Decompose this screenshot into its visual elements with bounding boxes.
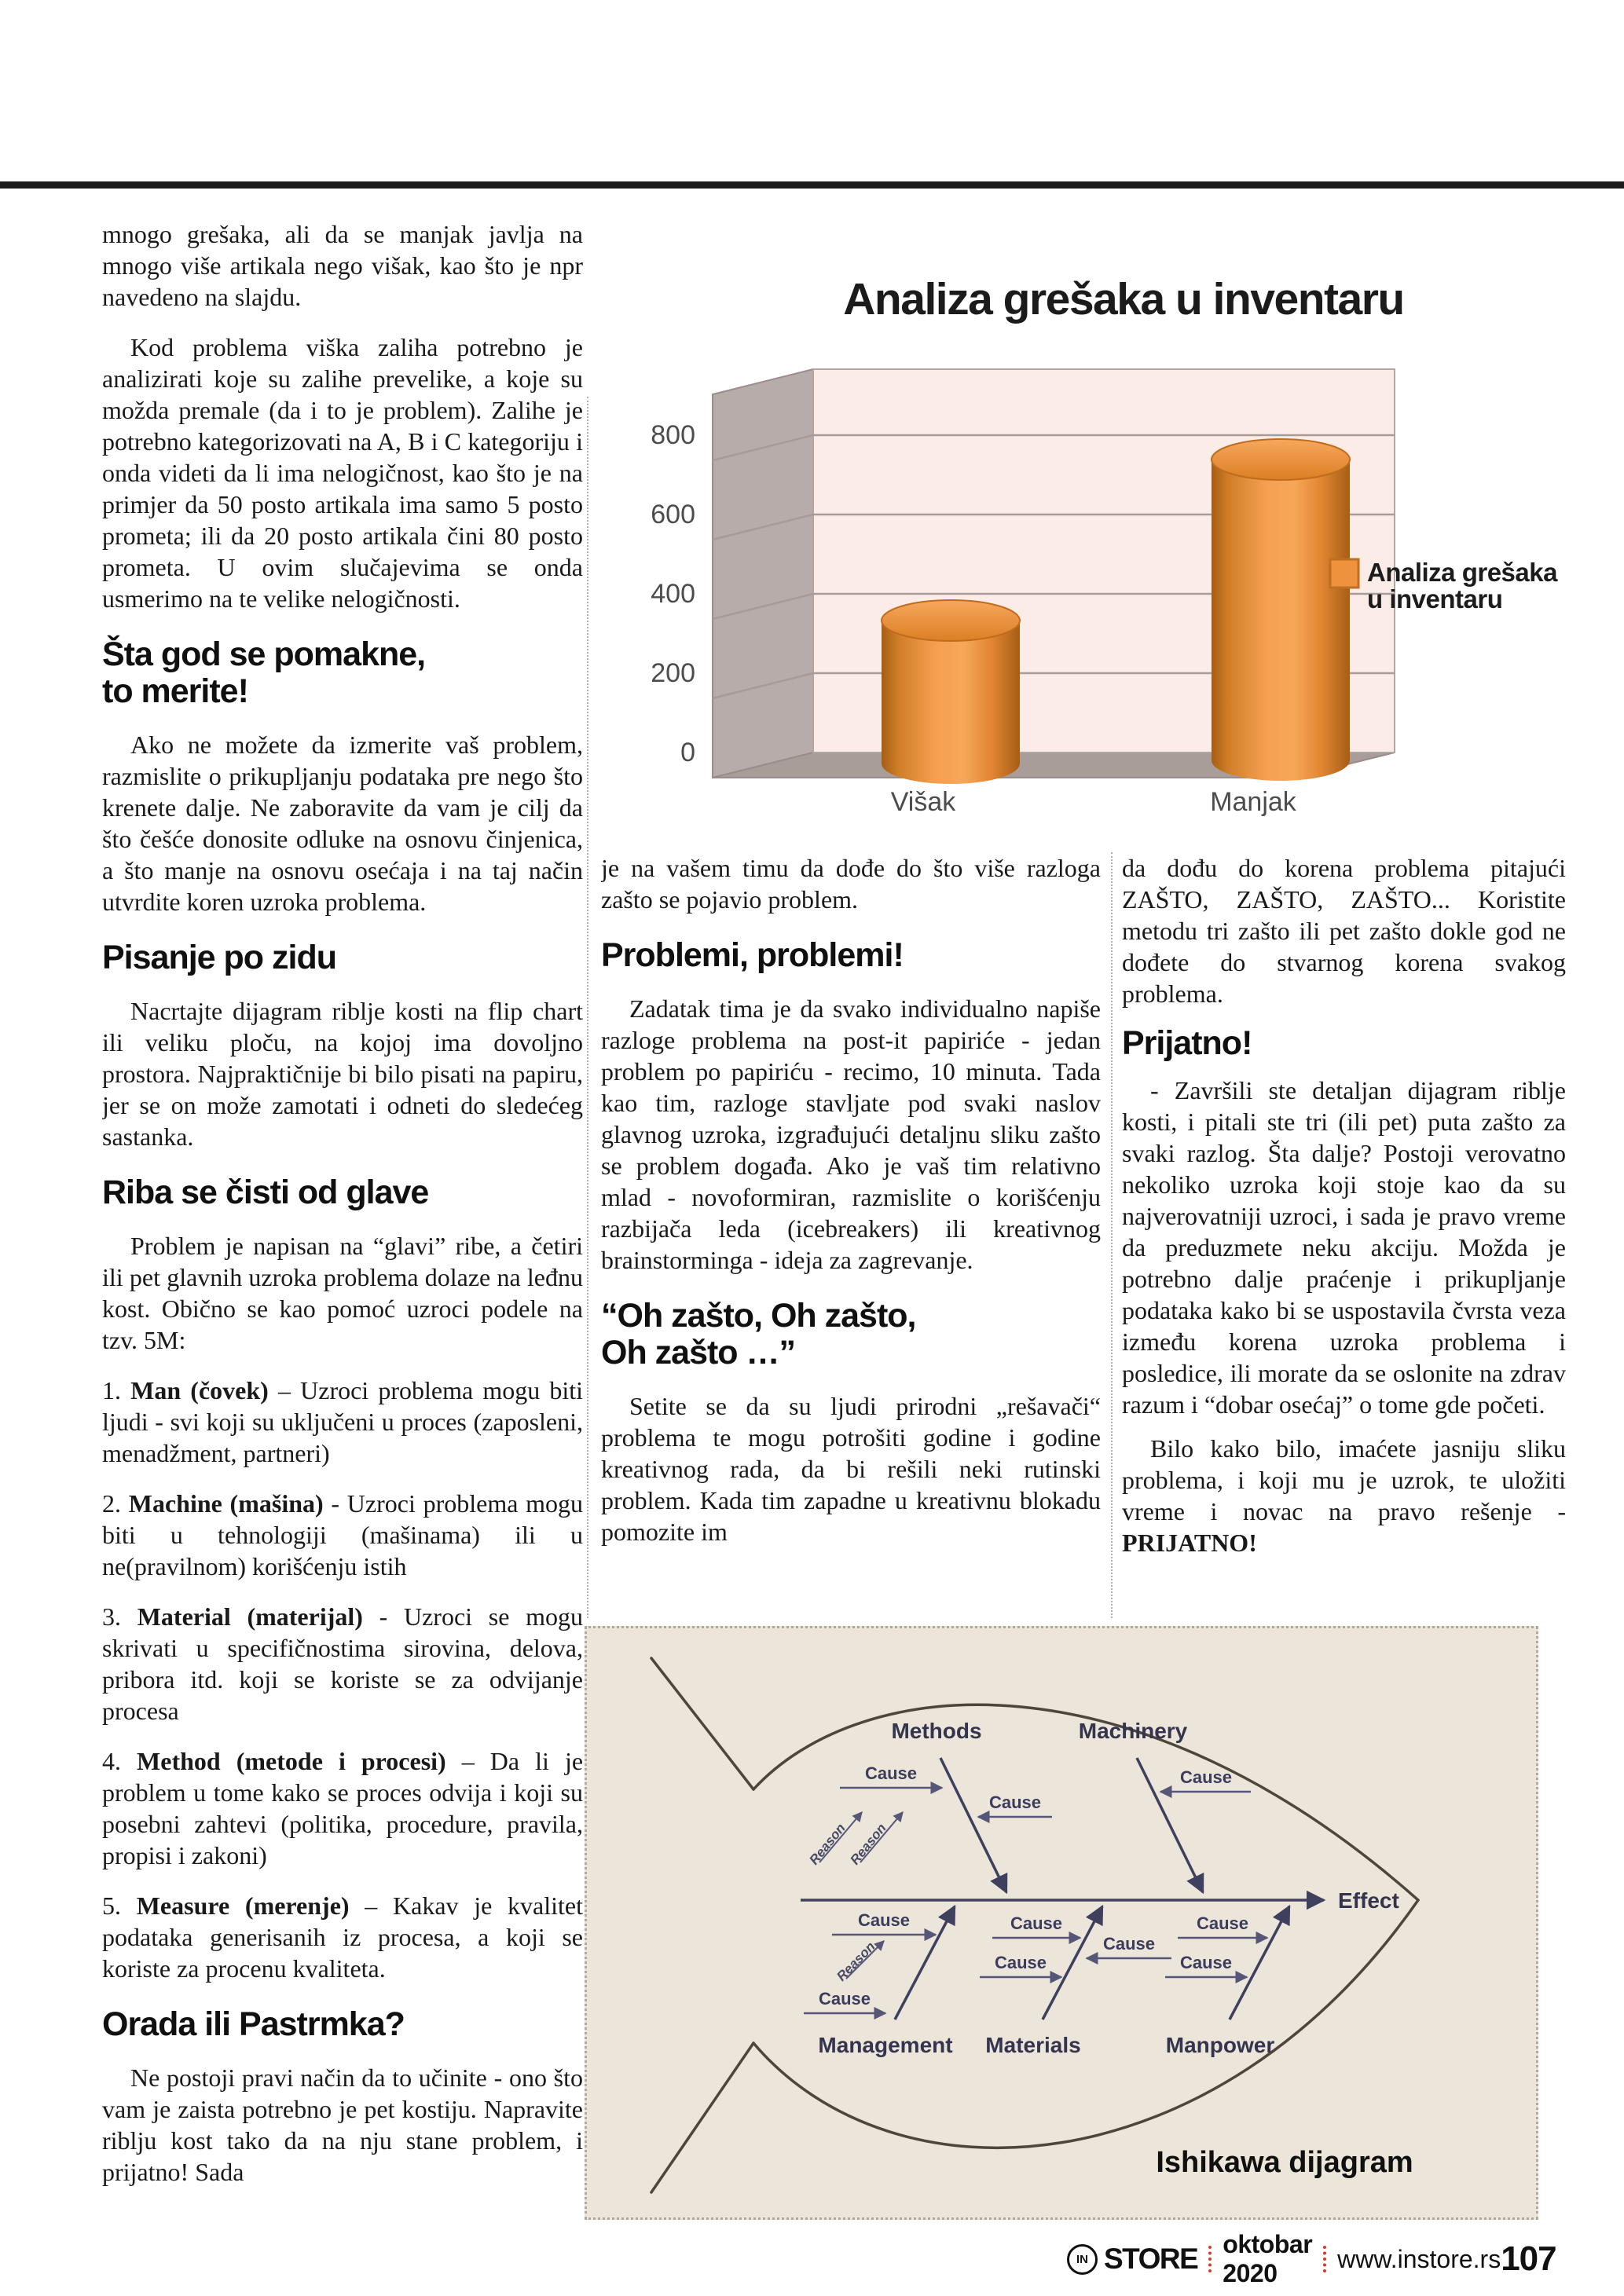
paragraph: Ako ne možete da izmerite vaš problem, razmislite o prikupljanju podataka pre nego što krenete dalje. Ne zaboravite da vam je cilj da što češće donosite odluke na osnovu činjenica, a što manje na osnovu osećaja i na taj način utvrdite koren uzroka problema.: [102, 731, 583, 916]
logo-text: IN: [1076, 2252, 1088, 2266]
section-heading: [102, 636, 583, 710]
list-item: [102, 1488, 583, 1582]
section-heading: Prijatno!: [1122, 1024, 1252, 1062]
list-item: [102, 1375, 583, 1469]
legend-swatch: [1330, 559, 1358, 588]
paragraph: Ne postoji pravi način da to učinite - ono što vam je zaista potrebno je pet kostiju. Napravite riblju kost tako da na nju stane problem, i prijatno! Sada: [102, 2063, 583, 2186]
legend-label: Analiza grešaka: [1367, 558, 1557, 587]
list-term: Measure (merenje): [136, 1891, 350, 1920]
figure-caption: Ishikawa dijagram: [1156, 2146, 1413, 2179]
chart-side-wall: [713, 369, 813, 778]
y-tick: 400: [651, 579, 695, 609]
list-number: 4.: [102, 1747, 121, 1775]
bar-manjak: [1212, 439, 1350, 781]
label-materials: Materials: [985, 2033, 1081, 2057]
ishikawa-figure: [585, 1626, 1538, 2220]
paragraph: Kod problema viška zaliha potrebno je analizirati koje su zalihe prevelike, a koje su možda premale (da i to je problem). Zalihe je potrebno kategorizovati na A, B i C kategoriju i onda videti da li ima nelogičnost, kao što je na primjer da 50 posto artikala ima samo 5 posto prometa; ili da 20 posto artikala čini 80 posto prometa. U ovim slučajevima se onda usmerimo na te velike nelogičnosti.: [102, 333, 583, 613]
paragraph-strong: PRIJATNO!: [1122, 1529, 1257, 1557]
list-item: [102, 1745, 583, 1871]
ishikawa-diagram: [587, 1628, 1536, 2217]
brand-name: STORE: [1104, 2243, 1198, 2275]
section-heading: Pisanje po zidu: [102, 939, 336, 976]
top-rule: [0, 181, 1624, 189]
cause-label: Cause: [1196, 1913, 1249, 1933]
category-labels: [891, 787, 1297, 817]
y-tick: 800: [651, 420, 695, 450]
paragraph: Setite se da su ljudi prirodni „rešavači“ problema te mogu potrošiti godine i godine kreativnog rada, da bi rešili neki rutinski problem. Kada tim zapadne u kreativnu blokadu pomozite im: [601, 1392, 1101, 1546]
paragraph: - Završili ste detaljan dijagram riblje kosti, i pitali ste tri (ili pet) puta zašto za svaki razlog. Šta dalje? Postoji verovatno nekoliko uzroka koji stoje kao da su najverovatniji uzroci, i sada je pravo vreme da preduzmete neku akciju. Možda je potrebno dalje praćenje i prikupljanje podataka kako bi se uspostavila čvrsta veza između korena uzroka problema i posledice, ili morate da se oslonite na zdrav razum i “dobar osećaj” o tome gde početi.: [1122, 1076, 1566, 1419]
paragraph: da dođu do korena problema pitajući ZAŠTO, ZAŠTO, ZAŠTO... Koristite metodu tri zašto ili pet zašto dokle god ne dođete do stvarnog korena svakog problema.: [1122, 854, 1566, 1008]
label-methods: Methods: [891, 1719, 982, 1743]
branch-methods: [940, 1758, 1006, 1892]
list-text: – Kakav je kvalitet podataka generisanih iz procesa, a koji se koriste za procenu kvaliteta.: [102, 1891, 583, 1983]
list-item: [102, 1890, 583, 1984]
bar-visak: [882, 600, 1020, 784]
list-item: [102, 1601, 583, 1727]
reason-label: Reason: [847, 1820, 889, 1868]
list-text: - Uzroci problema mogu biti u tehnologiji (mašinama) ili u ne(pravilnom) korišćenju istih: [102, 1489, 583, 1580]
label-machinery: Machinery: [1078, 1719, 1188, 1743]
column-left: [102, 218, 583, 2261]
section-heading: Orada ili Pastrmka?: [102, 2005, 405, 2043]
y-tick: 0: [680, 738, 695, 767]
list-term: Man (čovek): [130, 1376, 269, 1404]
heading-line: Šta god se pomakne,: [102, 635, 426, 673]
paragraph: Nacrtajte dijagram riblje kosti na flip chart ili veliku ploču, na kojoj ima dovoljno prostora. Najpraktičnije bi bilo pisati na papiru, jer se on može zamotati i odneti do sledećeg sastanka.: [102, 997, 583, 1151]
cause-label: Cause: [1102, 1934, 1156, 1954]
paragraph: mnogo grešaka, ali da se manjak javlja na mnogo više artikala nego višak, kao što je npr navedeno na slajdu.: [102, 220, 583, 311]
cause-label: Cause: [988, 1792, 1042, 1812]
y-tick: 600: [651, 500, 695, 529]
section-heading: Riba se čisti od glave: [102, 1174, 429, 1211]
label-effect: Effect: [1338, 1888, 1399, 1913]
heading-line: Oh zašto …”: [601, 1334, 796, 1371]
paragraph-text: Bilo kako bilo, imaćete jasniju sliku problema, i koji mu je uzrok, te uložiti vreme i novac na pravo rešenje -: [1122, 1434, 1566, 1525]
list-text: - Uzroci se mogu skrivati u specifičnostima sirovina, delova, pribora itd. koji se koriste se za odvijanje procesa: [102, 1602, 583, 1725]
paragraph: [1122, 1433, 1566, 1558]
y-axis-labels: [651, 420, 695, 767]
label-management: Management: [818, 2033, 953, 2057]
y-tick: 200: [651, 658, 695, 688]
list-number: 3.: [102, 1602, 121, 1631]
list-text: – Da li je problem u tome kako se proces odvija i koji su posebni zahtevi (politika, procedure, pravila, propisi i zakoni): [102, 1747, 583, 1869]
column-divider: [1111, 852, 1113, 1618]
reason-label: Reason: [806, 1820, 849, 1868]
instore-logo: [1067, 2244, 1098, 2275]
list-number: 5.: [102, 1891, 121, 1920]
bones: [801, 1758, 1324, 2020]
legend-label: u inventaru: [1367, 584, 1503, 613]
paragraph: je na vašem timu da dođe do što više razloga zašto se pojavio problem.: [601, 854, 1101, 914]
inventory-error-chart: [574, 196, 1624, 825]
reason-label: Reason: [834, 1939, 878, 1984]
footer-separator: [1323, 2246, 1326, 2272]
cause-label: Cause: [1010, 1913, 1063, 1933]
column-right: [1122, 852, 1566, 1626]
cause-label: Cause: [1179, 1953, 1233, 1972]
section-heading: Problemi, problemi!: [601, 936, 904, 974]
cause-labels: [819, 1763, 1248, 2009]
cause-label: Cause: [1179, 1767, 1233, 1787]
category-label: Višak: [890, 787, 956, 817]
list-number: 1.: [102, 1376, 121, 1404]
list-term: Machine (mašina): [128, 1489, 324, 1518]
list-term: Method (metode i procesi): [137, 1747, 446, 1775]
list-term: Material (materijal): [137, 1602, 363, 1631]
cause-label: Cause: [864, 1763, 918, 1783]
paragraph: Problem je napisan na “glavi” ribe, a četiri ili pet glavnih uzroka problema dolaze na leđnu kost. Obično se kao pomoć uzroci podele na tzv. 5M:: [102, 1232, 583, 1354]
site-url: www.instore.rs: [1337, 2244, 1501, 2273]
page-number: 107: [1501, 2239, 1556, 2278]
column-middle: [601, 852, 1101, 1618]
cause-label: Cause: [818, 1989, 871, 2009]
chart-title: Analiza grešaka u inventaru: [843, 274, 1404, 324]
page-footer: [1067, 2230, 1556, 2287]
footer-separator: [1208, 2246, 1212, 2272]
heading-line: to merite!: [102, 672, 248, 710]
issue-date: oktobar 2020: [1223, 2230, 1313, 2287]
paragraph: Zadatak tima je da svako individualno napiše razloge problema na post-it papiriće - jedan problem po papiriću - recimo, 10 minuta. Tada kao tim, razloge stavljate pod svaki naslov glavnog uzroka, izgrađujući detaljnu sliku zašto se problem događa. Ako je vaš tim relativno mlad - novoformiran, razmislite o korišćenju razbijača leda (icebreakers) ili kreativnog brainstorminga - ideja za zagrevanje.: [601, 994, 1101, 1274]
label-manpower: Manpower: [1165, 2033, 1275, 2057]
list-text: – Uzroci problema mogu biti ljudi - svi koji su uključeni u proces (zaposleni, menadžment, partneri): [102, 1376, 583, 1467]
heading-line: “Oh zašto, Oh zašto,: [601, 1297, 916, 1335]
list-number: 2.: [102, 1489, 121, 1518]
cause-label: Cause: [857, 1910, 911, 1930]
section-heading: [601, 1298, 1101, 1371]
cause-label: Cause: [994, 1953, 1047, 1972]
category-label: Manjak: [1210, 787, 1296, 817]
reason-labels: [806, 1821, 889, 1984]
